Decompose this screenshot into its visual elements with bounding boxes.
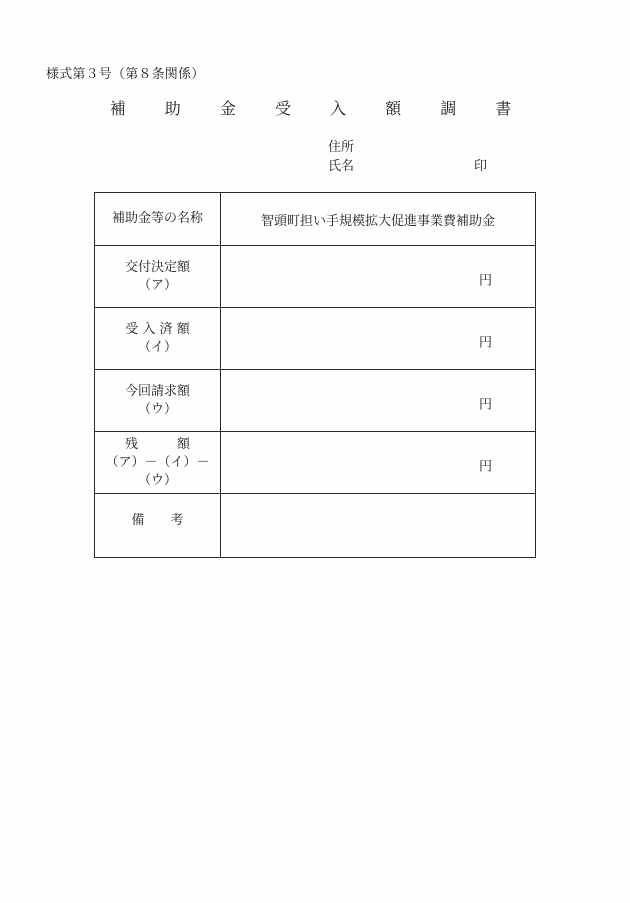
notes-label-cell <box>95 494 221 558</box>
received-amount-label <box>95 308 221 370</box>
received-amount-label-line1: 受 入 済 額 <box>125 321 190 337</box>
subsidy-table <box>94 192 536 558</box>
current-request-label <box>95 370 221 432</box>
table-row-notes <box>95 494 536 558</box>
table-row-current-request-amount <box>95 370 536 432</box>
applicant-block <box>328 138 528 176</box>
address-label: 住所 <box>328 140 355 155</box>
notes-cell[interactable] <box>221 494 536 558</box>
table-row-subsidy-name <box>95 193 536 246</box>
grant-decision-label-line2: （ア） <box>137 277 177 293</box>
name-label: 氏名 <box>328 159 355 174</box>
grant-decision-label-line1: 交付決定額 <box>124 259 190 275</box>
document-title: 補 助 金 受 入 額 調 書 <box>109 99 529 118</box>
remaining-amount-label <box>95 432 221 494</box>
subsidy-name-label: 補助金等の名称 <box>95 193 221 246</box>
received-amount-label-line2: （イ） <box>137 339 177 355</box>
address-row <box>328 138 528 157</box>
yen-unit: 円 <box>479 458 493 474</box>
yen-unit: 円 <box>479 396 493 412</box>
remaining-amount-label-line1: 残 額 <box>124 436 190 452</box>
subsidy-name-cell <box>221 193 536 246</box>
seal-label: 印 <box>474 159 488 174</box>
table-row-remaining-amount <box>95 432 536 494</box>
grant-decision-amount-cell[interactable] <box>221 246 536 308</box>
name-row <box>328 157 528 176</box>
remaining-amount-cell[interactable] <box>221 432 536 494</box>
received-amount-cell[interactable] <box>221 308 536 370</box>
remaining-amount-label-line2: （ア）－（イ）－（ウ） <box>105 454 210 488</box>
yen-unit: 円 <box>479 272 493 288</box>
form-number: 様式第３号（第８条関係） <box>46 67 205 82</box>
grant-decision-label <box>95 246 221 308</box>
subsidy-name-value: 智頭町担い手規模拡大促進事業費補助金 <box>260 213 495 229</box>
notes-label: 備 考 <box>131 513 184 528</box>
current-request-amount-cell[interactable] <box>221 370 536 432</box>
table-row-received-amount <box>95 308 536 370</box>
current-request-label-line2: （ウ） <box>137 401 177 417</box>
current-request-label-line1: 今回請求額 <box>124 383 190 399</box>
table-row-grant-decision-amount <box>95 246 536 308</box>
yen-unit: 円 <box>479 334 493 350</box>
